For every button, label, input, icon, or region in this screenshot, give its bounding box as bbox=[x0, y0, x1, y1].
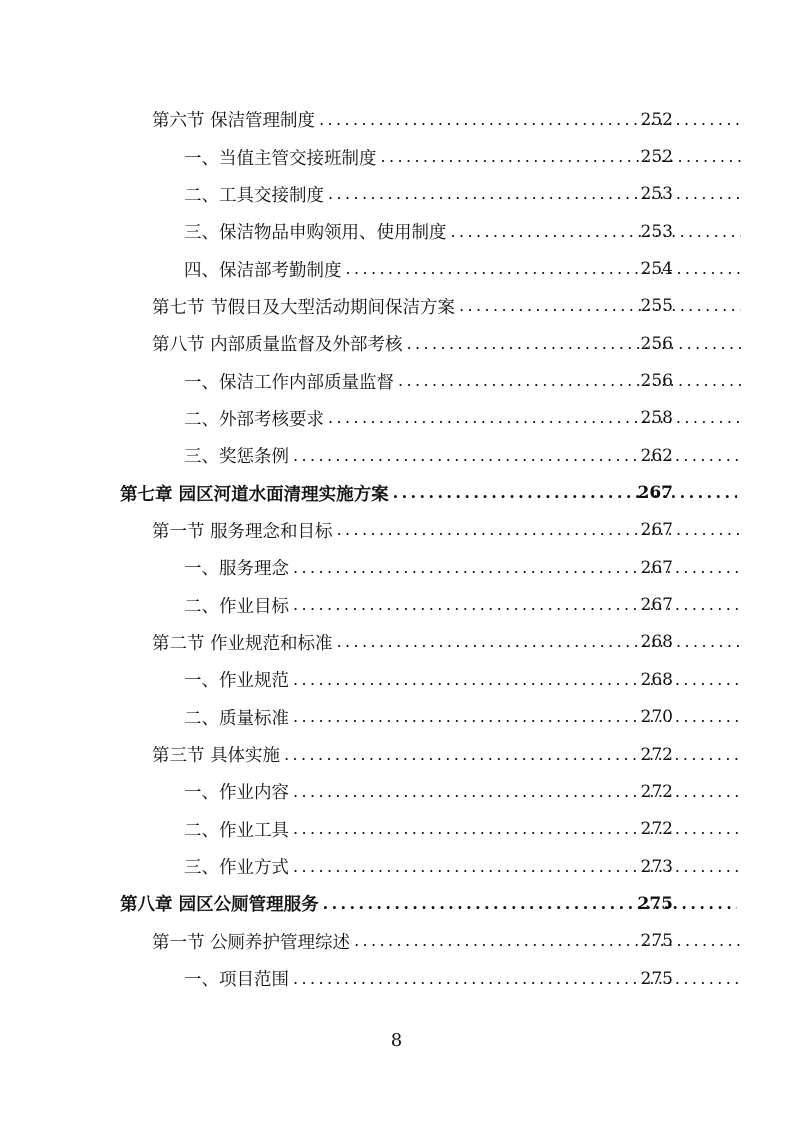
toc-entry-title: 第七章 园区河道水面清理实施方案 bbox=[120, 484, 389, 505]
toc-entry[interactable] bbox=[0, 624, 793, 661]
toc-entry[interactable] bbox=[0, 400, 793, 437]
toc-entry-title: 一、服务理念 bbox=[184, 559, 289, 580]
toc-entry-title: 第六节 保洁管理制度 bbox=[152, 111, 316, 132]
toc-entry-title: 一、保洁工作内部质量监督 bbox=[184, 372, 394, 393]
dot-leader bbox=[319, 109, 741, 130]
dot-leader bbox=[293, 781, 741, 802]
table-of-contents bbox=[0, 101, 793, 997]
toc-entry[interactable] bbox=[0, 811, 793, 848]
toc-entry-page: 268 bbox=[640, 632, 673, 653]
toc-entry-title: 二、外部考核要求 bbox=[184, 409, 324, 430]
toc-entry-title: 第一节 公厕养护管理综述 bbox=[152, 932, 351, 953]
toc-entry-title: 三、奖惩条例 bbox=[184, 447, 289, 468]
toc-entry-title: 第二节 作业规范和标准 bbox=[152, 633, 333, 654]
dot-leader bbox=[328, 184, 741, 205]
toc-entry[interactable] bbox=[0, 176, 793, 213]
toc-entry[interactable] bbox=[0, 362, 793, 399]
toc-entry-title: 一、项目范围 bbox=[184, 970, 289, 991]
dot-leader bbox=[337, 520, 741, 541]
toc-entry[interactable] bbox=[0, 512, 793, 549]
toc-entry-page: 256 bbox=[640, 371, 673, 392]
toc-entry-title: 二、作业工具 bbox=[184, 820, 289, 841]
dot-leader bbox=[381, 147, 742, 168]
toc-entry-title: 二、工具交接制度 bbox=[184, 185, 324, 206]
page-number: 8 bbox=[390, 1030, 403, 1051]
toc-entry[interactable] bbox=[0, 474, 793, 511]
toc-entry[interactable] bbox=[0, 848, 793, 885]
dot-leader bbox=[337, 632, 741, 653]
toc-entry[interactable] bbox=[0, 661, 793, 698]
dot-leader bbox=[407, 333, 741, 354]
toc-entry-page: 267 bbox=[640, 595, 673, 616]
toc-entry-page: 255 bbox=[640, 296, 673, 317]
toc-entry-page: 258 bbox=[640, 408, 673, 429]
dot-leader bbox=[293, 445, 741, 466]
toc-entry-page: 268 bbox=[640, 669, 673, 690]
toc-entry-title: 二、作业目标 bbox=[184, 596, 289, 617]
dot-leader bbox=[328, 408, 741, 429]
toc-entry-page: 273 bbox=[640, 856, 673, 877]
toc-entry-page: 275 bbox=[640, 931, 673, 952]
toc-entry-page: 267 bbox=[640, 557, 673, 578]
toc-entry-title: 一、当值主管交接班制度 bbox=[184, 148, 377, 169]
toc-entry-title: 四、保洁部考勤制度 bbox=[184, 260, 342, 281]
toc-entry[interactable] bbox=[0, 773, 793, 810]
dot-leader bbox=[293, 819, 741, 840]
dot-leader bbox=[354, 931, 741, 952]
toc-entry[interactable] bbox=[0, 586, 793, 623]
toc-entry-title: 三、保洁物品申购领用、使用制度 bbox=[184, 223, 447, 244]
toc-entry-page: 254 bbox=[640, 259, 673, 280]
toc-entry[interactable] bbox=[0, 138, 793, 175]
toc-entry-title: 第三节 具体实施 bbox=[152, 746, 281, 767]
toc-entry-page: 275 bbox=[637, 893, 673, 914]
toc-entry-title: 一、作业内容 bbox=[184, 783, 289, 804]
toc-entry-title: 第一节 服务理念和目标 bbox=[152, 521, 333, 542]
toc-entry[interactable] bbox=[0, 288, 793, 325]
toc-entry[interactable] bbox=[0, 960, 793, 997]
dot-leader bbox=[293, 968, 741, 989]
dot-leader bbox=[293, 856, 741, 877]
toc-entry-page: 272 bbox=[640, 781, 673, 802]
toc-entry[interactable] bbox=[0, 736, 793, 773]
toc-entry-page: 267 bbox=[637, 483, 673, 504]
dot-leader bbox=[393, 483, 737, 504]
toc-entry-page: 272 bbox=[640, 744, 673, 765]
toc-entry-title: 第七节 节假日及大型活动期间保洁方案 bbox=[152, 297, 456, 318]
dot-leader bbox=[451, 221, 742, 242]
toc-entry[interactable] bbox=[0, 923, 793, 960]
dot-leader bbox=[293, 595, 741, 616]
toc-entry-page: 253 bbox=[640, 184, 673, 205]
toc-entry-page: 252 bbox=[640, 147, 673, 168]
dot-leader bbox=[323, 893, 737, 914]
dot-leader bbox=[293, 557, 741, 578]
toc-entry-page: 256 bbox=[640, 333, 673, 354]
dot-leader bbox=[459, 296, 741, 317]
toc-entry[interactable] bbox=[0, 213, 793, 250]
toc-entry[interactable] bbox=[0, 437, 793, 474]
toc-entry-page: 275 bbox=[640, 968, 673, 989]
toc-entry[interactable] bbox=[0, 101, 793, 138]
dot-leader bbox=[293, 707, 741, 728]
toc-entry-page: 270 bbox=[640, 707, 673, 728]
toc-entry[interactable] bbox=[0, 885, 793, 922]
toc-entry-title: 一、作业规范 bbox=[184, 671, 289, 692]
toc-entry-page: 252 bbox=[640, 109, 673, 130]
toc-entry-title: 二、质量标准 bbox=[184, 708, 289, 729]
toc-entry-page: 262 bbox=[640, 445, 673, 466]
dot-leader bbox=[398, 371, 741, 392]
dot-leader bbox=[346, 259, 742, 280]
toc-entry-title: 第八节 内部质量监督及外部考核 bbox=[152, 335, 403, 356]
toc-entry-page: 272 bbox=[640, 819, 673, 840]
toc-entry[interactable] bbox=[0, 549, 793, 586]
toc-entry[interactable] bbox=[0, 699, 793, 736]
toc-entry-page: 253 bbox=[640, 221, 673, 242]
dot-leader bbox=[293, 669, 741, 690]
toc-entry-page: 267 bbox=[640, 520, 673, 541]
toc-entry-title: 三、作业方式 bbox=[184, 858, 289, 879]
toc-entry[interactable] bbox=[0, 250, 793, 287]
toc-entry-title: 第八章 园区公厕管理服务 bbox=[120, 895, 319, 916]
toc-entry[interactable] bbox=[0, 325, 793, 362]
